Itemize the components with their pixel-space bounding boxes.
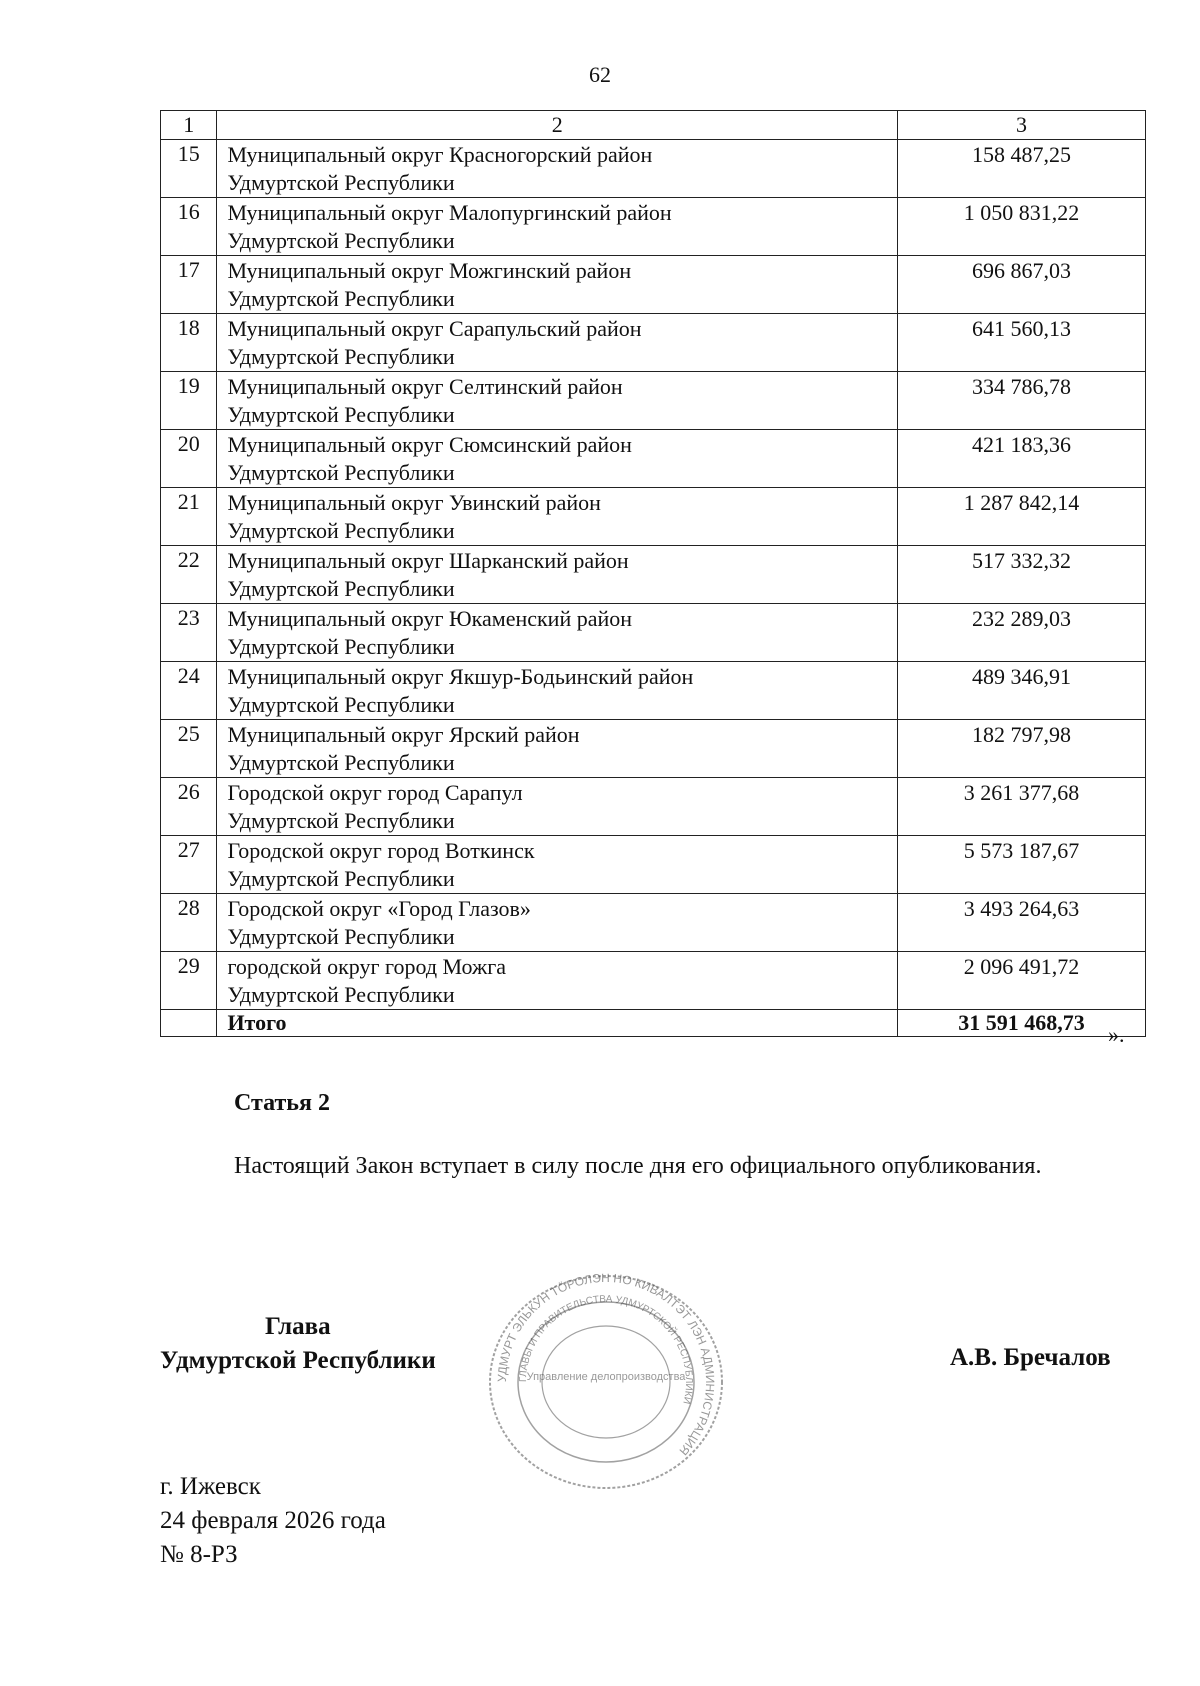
total-row [161, 1010, 1146, 1037]
official-seal [480, 1270, 732, 1494]
municipality-line1: Муниципальный округ Юкаменский район [227, 606, 633, 631]
row-amount: 421 183,36 [898, 430, 1146, 488]
row-municipality [217, 256, 898, 314]
municipality-line1: Городской округ город Сарапул [227, 780, 523, 805]
municipality-line2: Удмуртской Республики [227, 344, 455, 369]
row-number: 19 [161, 372, 217, 430]
table-row [161, 372, 1146, 430]
column-header-number: 1 [161, 111, 217, 140]
page-number: 62 [589, 62, 611, 87]
row-amount: 2 096 491,72 [898, 952, 1146, 1010]
total-amount: 31 591 468,73 [898, 1010, 1146, 1037]
signer-title-line2: Удмуртской Республики [160, 1347, 436, 1374]
row-number: 28 [161, 894, 217, 952]
municipality-line2: Удмуртской Республики [227, 286, 455, 311]
signer-title-line1: Глава [265, 1313, 331, 1340]
row-amount: 3 261 377,68 [898, 778, 1146, 836]
municipality-line2: Удмуртской Республики [227, 750, 455, 775]
row-municipality [217, 720, 898, 778]
law-footer [160, 1470, 386, 1572]
total-label: Итого [217, 1010, 898, 1037]
table-row [161, 314, 1146, 372]
municipality-line1: Муниципальный округ Можгинский район [227, 258, 632, 283]
row-number: 15 [161, 140, 217, 198]
table-row [161, 140, 1146, 198]
municipality-line1: Муниципальный округ Ярский район [227, 722, 580, 747]
row-municipality [217, 198, 898, 256]
table-row [161, 430, 1146, 488]
table-row [161, 604, 1146, 662]
row-amount: 517 332,32 [898, 546, 1146, 604]
municipality-line1: Муниципальный округ Малопургинский район [227, 200, 672, 225]
row-number: 24 [161, 662, 217, 720]
municipality-line2: Удмуртской Республики [227, 924, 455, 949]
row-amount: 3 493 264,63 [898, 894, 1146, 952]
row-number: 17 [161, 256, 217, 314]
closing-quote: ». [1108, 1022, 1125, 1047]
row-municipality [217, 952, 898, 1010]
municipality-line2: Удмуртской Республики [227, 460, 455, 485]
total-empty-cell [161, 1010, 217, 1037]
row-municipality [217, 546, 898, 604]
row-amount: 158 487,25 [898, 140, 1146, 198]
row-number: 26 [161, 778, 217, 836]
table-row [161, 836, 1146, 894]
row-amount: 489 346,91 [898, 662, 1146, 720]
municipality-line2: Удмуртской Республики [227, 634, 455, 659]
municipality-line1: Муниципальный округ Увинский район [227, 490, 601, 515]
row-amount: 5 573 187,67 [898, 836, 1146, 894]
municipality-line2: Удмуртской Республики [227, 170, 455, 195]
row-municipality [217, 604, 898, 662]
municipality-line1: Муниципальный округ Красногорский район [227, 142, 653, 167]
table-body [161, 140, 1146, 1037]
table-row [161, 894, 1146, 952]
table-row [161, 662, 1146, 720]
municipality-line1: Муниципальный округ Сюмсинский район [227, 432, 632, 457]
row-amount: 182 797,98 [898, 720, 1146, 778]
signer-name: А.В. Бречалов [950, 1344, 1111, 1371]
row-municipality [217, 662, 898, 720]
row-amount: 232 289,03 [898, 604, 1146, 662]
seal-center-text: Управление делопроизводства [526, 1371, 686, 1383]
row-number: 22 [161, 546, 217, 604]
column-header-value: 3 [898, 111, 1146, 140]
municipality-line2: Удмуртской Республики [227, 576, 455, 601]
column-header-name: 2 [217, 111, 898, 140]
row-number: 21 [161, 488, 217, 546]
row-number: 29 [161, 952, 217, 1010]
table-row [161, 198, 1146, 256]
row-number: 18 [161, 314, 217, 372]
footer-city: г. Ижевск [160, 1473, 261, 1500]
table-row [161, 778, 1146, 836]
municipality-line1: Городской округ город Воткинск [227, 838, 535, 863]
row-municipality [217, 778, 898, 836]
seal-outer-text: УДМУРТ ЭЛЬКУН ТӦРОЛЭН НО КИВАЛТЭТ ЛЭН АДМИНИСТРАЦИЯ [494, 1270, 718, 1459]
table-row [161, 546, 1146, 604]
table-row [161, 952, 1146, 1010]
seal-inner-text: ГЛАВЫ И ПРАВИТЕЛЬСТВА УДМУРТСКОЙ РЕСПУБЛИКИ [517, 1293, 695, 1406]
row-amount: 334 786,78 [898, 372, 1146, 430]
row-amount: 641 560,13 [898, 314, 1146, 372]
municipality-line1: городской округ город Можга [227, 954, 506, 979]
row-number: 27 [161, 836, 217, 894]
municipality-line2: Удмуртской Республики [227, 866, 455, 891]
municipality-line2: Удмуртской Республики [227, 402, 455, 427]
footer-date: 24 февраля 2026 года [160, 1507, 386, 1534]
table-header-row [161, 111, 1146, 140]
municipality-line2: Удмуртской Республики [227, 518, 455, 543]
row-municipality [217, 372, 898, 430]
table-row [161, 256, 1146, 314]
row-municipality [217, 430, 898, 488]
row-number: 25 [161, 720, 217, 778]
municipality-line2: Удмуртской Республики [227, 692, 455, 717]
municipality-line1: Муниципальный округ Шарканский район [227, 548, 629, 573]
municipality-line2: Удмуртской Республики [227, 228, 455, 253]
row-municipality [217, 314, 898, 372]
row-municipality [217, 836, 898, 894]
row-municipality [217, 488, 898, 546]
municipality-line1: Муниципальный округ Якшур-Бодьинский район [227, 664, 694, 689]
municipality-line1: Городской округ «Город Глазов» [227, 896, 531, 921]
municipality-line2: Удмуртской Республики [227, 982, 455, 1007]
signer-title [160, 1310, 436, 1378]
row-amount: 696 867,03 [898, 256, 1146, 314]
allocation-table [160, 110, 1146, 1037]
article-heading: Статья 2 [234, 1090, 330, 1116]
municipality-line1: Муниципальный округ Селтинский район [227, 374, 623, 399]
row-number: 20 [161, 430, 217, 488]
row-amount: 1 287 842,14 [898, 488, 1146, 546]
municipality-line1: Муниципальный округ Сарапульский район [227, 316, 642, 341]
row-municipality [217, 140, 898, 198]
table-row [161, 488, 1146, 546]
row-amount: 1 050 831,22 [898, 198, 1146, 256]
row-number: 23 [161, 604, 217, 662]
row-municipality [217, 894, 898, 952]
municipality-line2: Удмуртской Республики [227, 808, 455, 833]
row-number: 16 [161, 198, 217, 256]
article-text: Настоящий Закон вступает в силу после дня его официального опубликования. [234, 1153, 1042, 1179]
footer-number: № 8-РЗ [160, 1541, 238, 1568]
table-row [161, 720, 1146, 778]
